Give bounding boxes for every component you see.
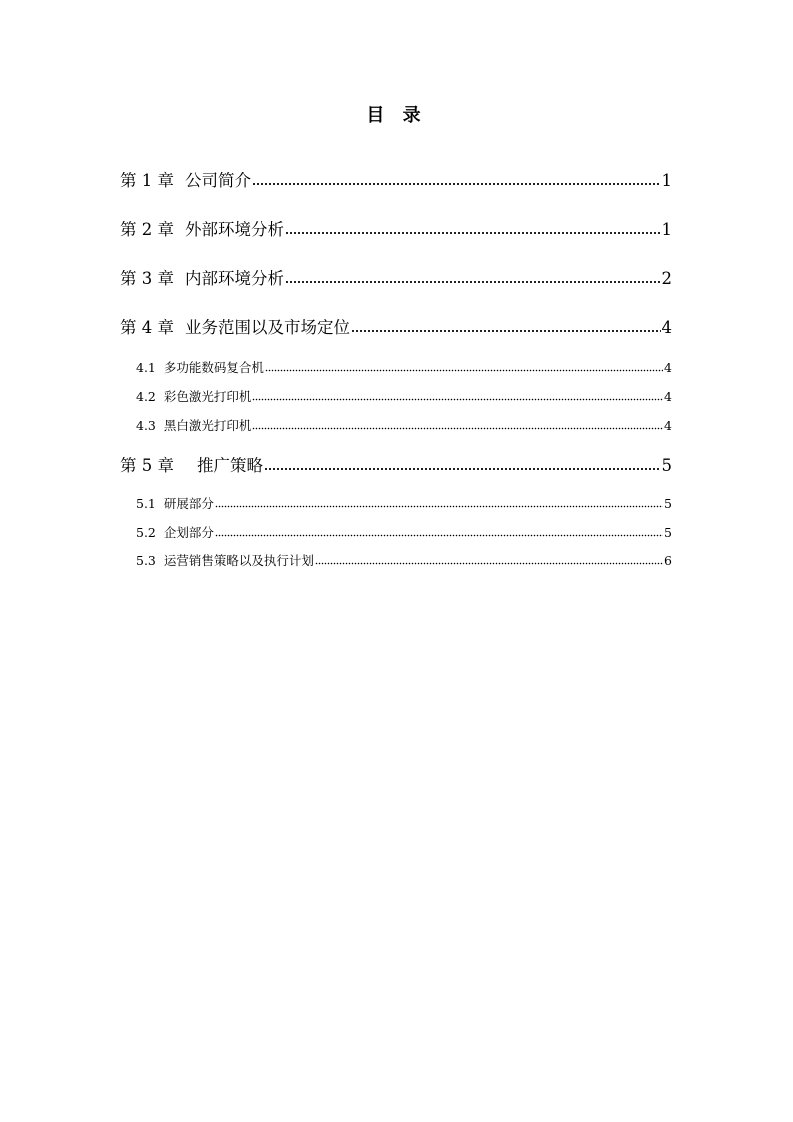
toc-entry-page: 1 [661,171,672,190]
toc-entry-section-5-2[interactable] [136,524,672,542]
toc-entry-number: 5.1 [136,496,156,511]
toc-entry-section-4-3[interactable] [136,417,672,435]
toc-entry-title: 研展部分 [163,496,214,511]
toc-entry-page: 1 [661,220,672,239]
dot-leader [264,467,661,471]
toc-entry-title: 业务范围以及市场定位 [185,318,350,337]
toc-entry-label [136,359,264,377]
toc-entry-number: 4.3 [136,418,156,433]
toc-entry-page: 4 [661,318,672,337]
toc-entry-label [120,454,263,478]
toc-entry-number: 4.2 [136,389,156,404]
toc-entry-title: 内部环境分析 [185,269,284,288]
toc-entry-section-4-1[interactable] [136,359,672,377]
toc-entry-page: 2 [661,269,672,288]
toc-entry-page: 4 [664,389,672,404]
toc-entry-page: 4 [664,418,672,433]
dot-leader [252,398,663,401]
toc-entry-chapter-4[interactable] [120,316,672,340]
toc-entry-title: 运营销售策略以及执行计划 [163,553,314,568]
toc-entry-number: 第 3 章 [120,269,174,288]
toc-entry-title: 彩色激光打印机 [163,389,252,404]
toc-entry-label [120,218,284,242]
dot-leader [215,534,663,537]
toc-entry-label [136,417,251,435]
toc-entry-section-5-1[interactable] [136,495,672,513]
toc-entry-section-4-2[interactable] [136,388,672,406]
toc-entry-chapter-2[interactable] [120,218,672,242]
toc-entry-label [120,267,284,291]
toc-entry-chapter-5[interactable] [120,454,672,478]
toc-entry-title: 推广策略 [197,456,263,475]
dot-leader [315,562,663,565]
dot-leader [265,369,663,372]
toc-entry-title: 多功能数码复合机 [163,360,264,375]
toc-entry-title: 公司简介 [185,171,251,190]
toc-entry-page: 5 [664,496,672,511]
toc-entry-chapter-1[interactable] [120,169,672,193]
toc-entry-page: 4 [664,360,672,375]
toc-entry-number: 5.3 [136,553,156,568]
toc-entry-number: 第 1 章 [120,171,174,190]
dot-leader [252,182,661,186]
toc-entry-chapter-3[interactable] [120,267,672,291]
toc-entry-title: 外部环境分析 [185,220,284,239]
toc-entry-number: 第 4 章 [120,318,174,337]
toc-entry-page: 5 [664,525,672,540]
dot-leader [351,329,661,333]
toc-entry-number: 第 2 章 [120,220,174,239]
toc-entry-title: 企划部分 [163,525,214,540]
toc-entry-label [136,388,251,406]
dot-leader [285,231,661,235]
toc-entry-label [136,495,214,513]
toc-entry-title: 黑白激光打印机 [163,418,252,433]
dot-leader [285,280,661,284]
toc-entry-page: 5 [661,456,672,475]
dot-leader [215,505,663,508]
toc-entry-label [120,316,350,340]
toc-entry-page: 6 [664,553,672,568]
toc-entry-number: 4.1 [136,360,156,375]
toc-entry-label [136,524,214,542]
toc-entry-label [120,169,251,193]
toc-entry-section-5-3[interactable] [136,552,672,570]
dot-leader [252,427,663,430]
toc-entry-label [136,552,314,570]
toc-entry-number: 5.2 [136,525,156,540]
toc-title: 目 录 [366,105,427,126]
toc-entry-number: 第 5 章 [120,456,174,475]
